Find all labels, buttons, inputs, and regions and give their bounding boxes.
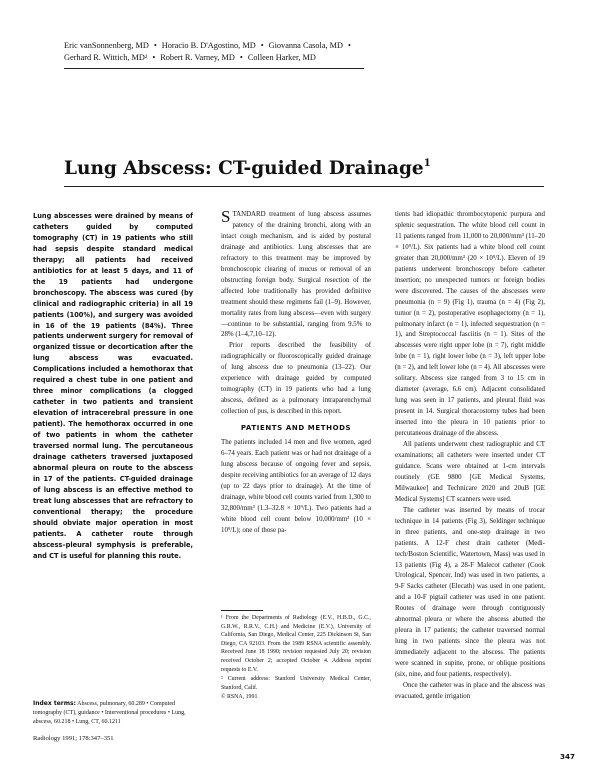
section-heading: PATIENTS AND METHODS (240, 424, 352, 433)
body-column-2 (221, 207, 371, 537)
footnotes (221, 610, 371, 703)
footnote: ² Current address: Stanford University Medical Center, Stanford, Calif. (221, 676, 371, 691)
footnote: ¹ From the Departments of Radiology (E.V., H.B.D., G.C., G.R.W., R.R.V., C.H.) and Medicine (E.V.), University of California, San Diego, Medical Center, 225 Dickinson St, San Diego, CA 92103. From the 1989 RSNA scientific assembly. Received June 18 1990; revision requested July 20; revision received October 2; accepted October 4. Address reprint requests to E.V. (221, 615, 371, 673)
author-separator: • (152, 53, 156, 62)
author-separator: • (239, 53, 243, 62)
methods-paragraph-2: tients had idiopathic thrombocytopenic purpura and splenic sequestration. The white blood cell count in 11 patients ranged from 11,000 to 20,000/mm³ (11–20 × 10⁹/L). Six patients had a white blood cell count greater than 20,000/mm³ (20 × 10⁹/L). Eleven of 19 patients underwent bronchoscopy before catheter insertion; no unexpected tumors or foreign bodies were discovered. The causes of the abscesses were pneumonia (n = 9) (Fig 1), trauma (n = 4) (Fig 2), tumor (n = 2), postoperative esophagectomy (n = 1), pulmonary infarct (n = 1), infected sequestration (n = 1), and Streptococcal fasciitis (n = 1). Sites of the abscesses were right upper lobe (n = 7), right middle lobe (n = 1), right lower lobe (n = 3), left upper lobe (n = 2), and left lower lobe (n = 4). All abscesses were solitary. Abscess size ranged from 3 to 15 cm in diameter (average, 6.6 cm). Adjacent consolidated lung was seen in 17 patients, and pleural fluid was present in 14. Surgical thoracostomy tubes had been inserted into the pleura in 10 patients prior to percutaneous drainage of the abscess. (395, 211, 545, 438)
author: Robert R. Varney, MD (160, 53, 235, 62)
author-separator: • (260, 41, 264, 50)
article-title (64, 152, 544, 181)
drop-cap: S (221, 207, 231, 226)
article-title-text: Lung Abscess: CT-guided Drainage (64, 158, 424, 179)
title-footnote-mark: 1 (423, 158, 431, 169)
author: Horacio B. D'Agostino, MD (161, 41, 256, 50)
methods-paragraph-4: The catheter was inserted by means of trocar technique in 14 patients (Fig 3), Seldinger technique in three patients, and one-step drainage in two patients. A 12-F chest drain catheter (Medi-tech/Boston Scientific, Watertown, Mass) was used in 13 patients (Fig 4), a 28-F Malecot catheter (Cook Urological, Spencer, Ind) was used in two patients, a 9-F Sacks catheter (Elecath) was used in one patient, and a 10-F pigtail catheter was used in one patient. Routes of drainage were through contiguously abnormal pleura or where the abscess abutted the pleura in 17 patients; the catheter traversed normal lung in two patients since the pleura was not immediately adjacent to the abscess. The patients were scanned in supine, prone, or oblique positions (six, nine, and four patients, respectively). (395, 506, 545, 679)
methods-paragraph-5: Once the catheter was in place and the abscess was evacuated, gentle irrigation (395, 681, 545, 700)
footnote-divider (221, 610, 263, 611)
abstract-text: Lung abscesses were drained by means of catheters guided by computed tomography (CT) in 19 patients who still had sepsis despite standard medical therapy; all patients had received antibiotics for at least 5 days, and 11 of the 19 patients had undergone bronchoscopy. The abscess was cured (by clinical and radiographic criteria) in all 19 patients (100%), and surgery was avoided in 16 of the 19 patients (84%). Three patients underwent surgery for removal of organized tissue or decortication after the lung abscess was evacuated. Complications included a hemothorax that required a chest tube in one patient and three minor complications (a clogged catheter in two patients and transient elevation of intracerebral pressure in one patient). The hemothorax occurred in one of two patients in whom the catheter traversed normal lung. The percutaneous drainage catheters traversed juxtaposed abnormal pleura on route to the abscess in 17 of the patients. CT-guided drainage of lung abscess is an effective method to treat lung abscesses that are refractory to conventional therapy; the procedure should obviate major operation in most patients. A catheter route through abscess–pleural symphysis is preferable, and CT is useful for planning this route. (33, 212, 193, 560)
body-column-3 (395, 210, 545, 703)
author: Eric vanSonnenberg, MD (64, 41, 149, 50)
intro-paragraph-2: Prior reports described the feasibility of radiographically or fluoroscopically guided drainage of lung abscess due to pneumonia (13–22). Our experience with drainage guided by computed tomography (CT) in 19 patients who had a lung abscess, defined as a pulmonary intraparenchymal collection of pus, is described in this report. (221, 342, 371, 416)
journal-citation: Radiology 1991; 178:347–351 (33, 735, 114, 742)
methods-paragraph-1: The patients included 14 men and five women, aged 6–74 years. Each patient was or had not drainage of a lung abscess because of ongoing fever and sepsis, despite receiving antibiotics for an average of 12 days (up to 22 days prior to drainage). At the time of drainage, white blood cell counts varied from 1,300 to 32,800/mm³ (1.3–32.8 × 10⁹/L). Two patients had a white blood cell count below 10,000/mm³ (10 × 10⁹/L); one of those pa- (221, 439, 371, 534)
author: Gerhard R. Wittich, MD² (64, 53, 148, 62)
abstract-column (33, 211, 193, 562)
author-separator: • (153, 41, 157, 50)
author: Giovanna Casola, MD (268, 41, 344, 50)
author-list (64, 40, 534, 64)
author: Colleen Harker, MD (247, 53, 316, 62)
author-separator: • (348, 41, 351, 50)
intro-paragraph-1 (221, 207, 371, 341)
index-terms-text: Abscess, pulmonary, 60.289 • Computed tomography (CT), guidance • Interventional procedures • Lung, abscess, 60.218 • Lung, CT, 60.1211 (33, 701, 186, 725)
page-number: 347 (560, 752, 576, 761)
index-terms (33, 700, 195, 726)
footnote: © RSNA, 1991 (221, 694, 258, 701)
index-terms-label: Index terms: (33, 700, 76, 707)
header-divider (64, 68, 364, 69)
intro-paragraph-1-text: TANDARD treatment of lung abscess assumes patency of the draining bronchi, along with an intact cough mechanism, and is aided by postural drainage and antibiotics. Lung abscesses that are refractory to this treatment may be improved by bronchoscopic clearing of mucus or removal of an obstructing foreign body. Surgical resection of the affected lobe traditionally has provided definitive treatment should these regimens fail (1–9). However, mortality rates from lung abscess—even with surgery—continue to be substantial, ranging from 9.5% to 28% (1–4,7,10–12). (221, 211, 371, 339)
methods-paragraph-3: All patients underwent chest radiographic and CT examinations; all catheters were inserted under CT guidance. Scans were obtained at 1-cm intervals routinely (GE 9800 [GE Medical Systems, Milwaukee] and Technicare 2020 and 20uB [GE Medical Systems] CT scanners were used. (395, 441, 545, 503)
title-divider (64, 186, 544, 187)
